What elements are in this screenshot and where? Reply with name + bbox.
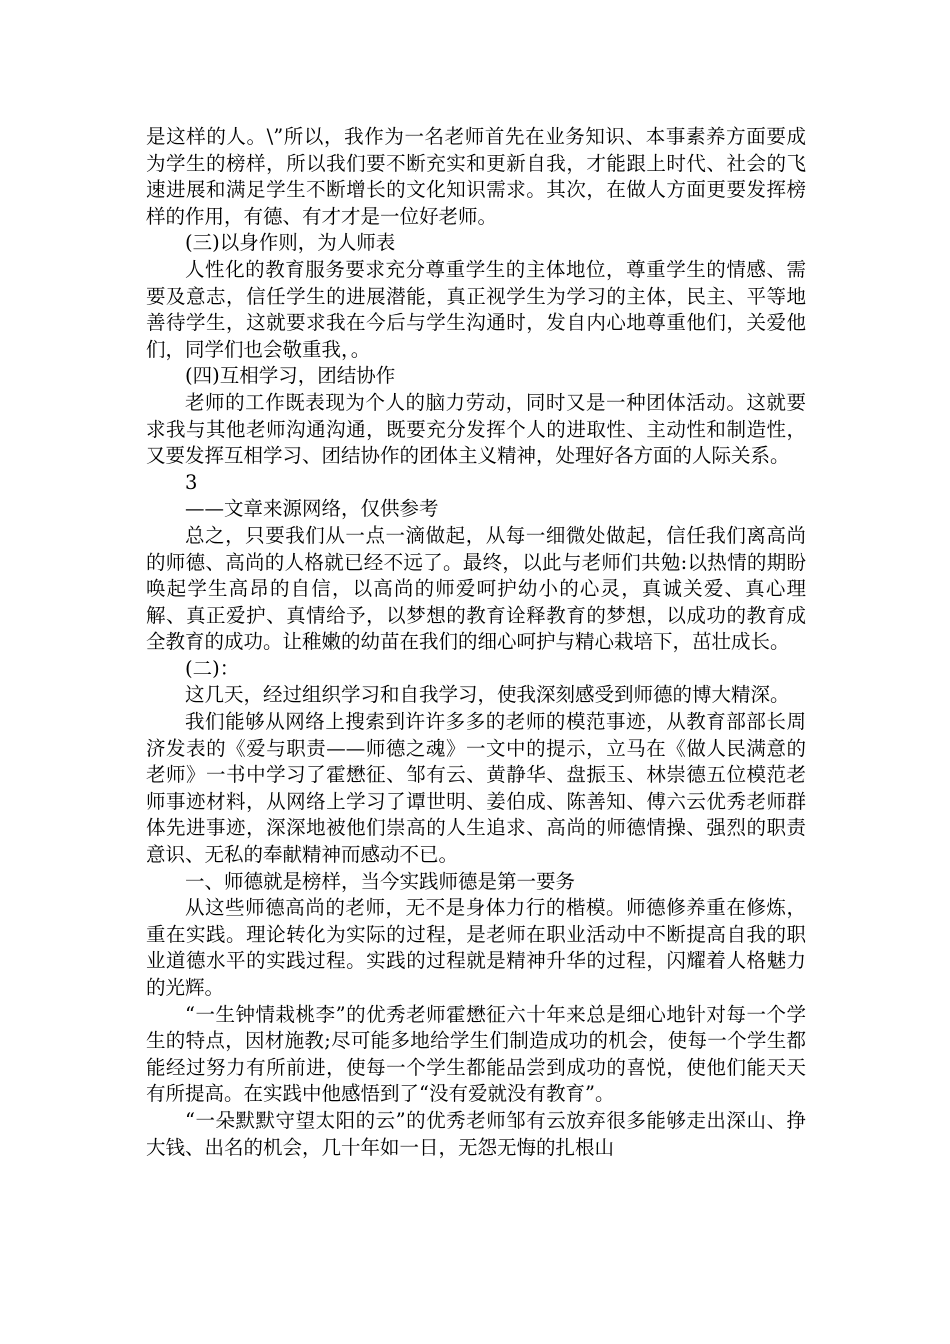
paragraph: “一朵默默守望太阳的云”的优秀老师邹有云放弃很多能够走出深山、挣大钱、出名的机会，几十年如一日，无怨无悔的扎根山 <box>146 1108 806 1159</box>
paragraph: 老师的工作既表现为个人的脑力劳动，同时又是一种团体活动。这就要求我与其他老师沟通沟通，既要充分发挥个人的进取性、主动性和制造性，又要发挥互相学习、团结协作的团体主义精神，处理好各方面的人际关系。 <box>146 390 806 468</box>
section-heading-four: (四)互相学习，团结协作 <box>185 364 396 388</box>
section-heading-two: (二)： <box>185 656 240 680</box>
paragraph: 人性化的教育服务要求充分尊重学生的主体地位，尊重学生的情感、需要及意志，信任学生的进展潜能，真正视学生为学习的主体，民主、平等地善待学生，这就要求我在今后与学生沟通时，发自内心地尊重他们，关爱他们，同学们也会敬重我，。 <box>146 257 806 361</box>
document-body <box>146 124 806 1161</box>
paragraph: 从这些师德高尚的老师，无不是身体力行的楷模。师德修养重在修炼，重在实践。理论转化为实际的过程，是老师在职业活动中不断提高自我的职业道德水平的实践过程。实践的过程就是精神升华的过程，闪耀着人格魅力的光辉。 <box>146 896 806 999</box>
paragraph: 这几天，经过组织学习和自我学习，使我深刻感受到师德的博大精深。 <box>185 683 790 707</box>
paragraph: “一生钟情栽桃李”的优秀老师霍懋征六十年来总是细心地针对每一个学生的特点，因材施教;尽可能多地给学生们制造成功的机会，使每一个学生都能经过努力有所前进，使每一个学生都能品尝到成功的喜悦，使他们能天天有所提高。在实践中他感悟到了“没有爱就没有教育”。 <box>146 1002 806 1106</box>
source-note: ——文章来源网络，仅供参考 <box>185 497 439 521</box>
paragraph: 我们能够从网络上搜索到许许多多的老师的模范事迹，从教育部部长周济发表的《爱与职责——师德之魂》一文中的提示，立马在《做人民满意的老师》一书中学习了霍懋征、邹有云、黄静华、盘振玉、林崇德五位模范老师事迹材料，从网络上学习了谭世明、姜伯成、陈善知、傅六云优秀老师群体先进事迹，深深地被他们崇高的人生追求、高尚的师德情操、强烈的职责意识、无私的奉献精神而感动不已。 <box>146 710 806 867</box>
section-heading-three: (三)以身作则，为人师表 <box>185 231 396 255</box>
page-number: 3 <box>185 470 198 494</box>
section-heading-one: 一、师德就是榜样，当今实践师德是第一要务 <box>185 869 576 893</box>
paragraph: 总之，只要我们从一点一滴做起，从每一细微处做起，信任我们离高尚的师德、高尚的人格就已经不远了。最终，以此与老师们共勉:以热情的期盼唤起学生高昂的自信，以高尚的师爱呵护幼小的心灵，真诚关爱、真心理解、真正爱护、真情给予，以梦想的教育诠释教育的梦想，以成功的教育成全教育的成功。让稚嫩的幼苗在我们的细心呵护与精心栽培下，茁壮成长。 <box>146 523 806 654</box>
paragraph-continuation: 是这样的人。\”所以，我作为一名老师首先在业务知识、本事素养方面要成为学生的榜样，所以我们要不断充实和更新自我，才能跟上时代、社会的飞速进展和满足学生不断增长的文化知识需求。其次，在做人方面更要发挥榜样的作用，有德、有才才是一位好老师。 <box>146 125 806 228</box>
